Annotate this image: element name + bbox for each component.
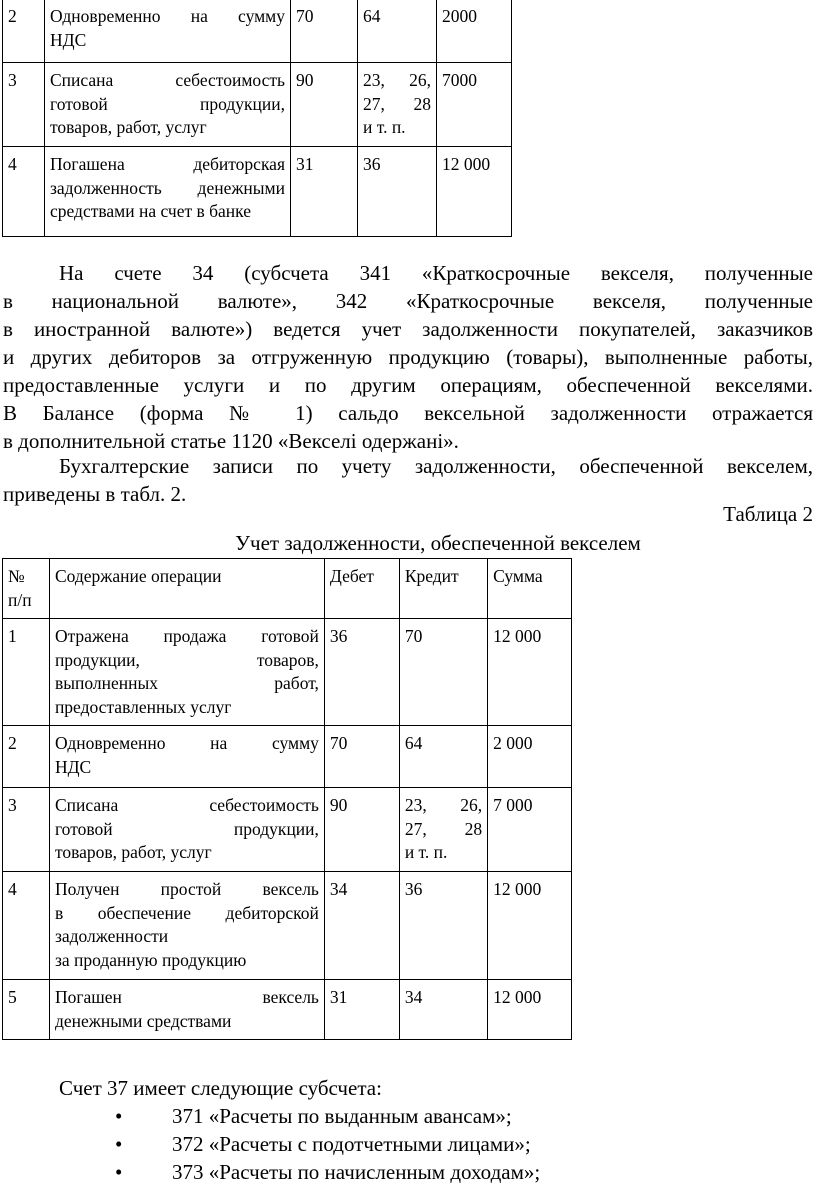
cell-line: 64 (363, 6, 381, 26)
header-sum: Сумма (488, 559, 572, 619)
cell-debit: 70 (291, 0, 358, 63)
text-line: в иностранной валюте») ведется учет задолженности покупателей, заказчиков (3, 317, 813, 341)
cell-line: Погашен вексель (54, 987, 319, 1007)
cell-line: задолженности (54, 926, 169, 946)
cell-line: товаров, работ, услуг (54, 842, 212, 862)
header-debit: Дебет (324, 559, 399, 619)
cell-debit: 31 (291, 147, 358, 237)
cell-credit (358, 147, 437, 237)
cell-line: выполненных работ, (54, 673, 319, 693)
cell-content (49, 788, 324, 872)
cell-line: 64 (404, 733, 423, 753)
header-num: № п/п (3, 559, 50, 619)
cell-sum: 12 000 (488, 980, 572, 1040)
cell-sum: 7000 (437, 63, 512, 147)
bullet-icon: • (115, 1104, 123, 1128)
cell-sum: 7 000 (488, 788, 572, 872)
cell-line: Списана себестоимость (50, 70, 285, 90)
cell-num: 1 (3, 619, 50, 726)
cell-line: 36 (363, 154, 381, 174)
cell-num: 5 (3, 980, 50, 1040)
table-row (3, 726, 572, 788)
cell-line: 70 (404, 626, 423, 646)
cell-sum: 2000 (437, 0, 512, 63)
cell-content (49, 619, 324, 726)
cell-line: Одновременно на сумму (50, 6, 285, 26)
cell-debit: 31 (324, 980, 399, 1040)
cell-credit (399, 872, 487, 980)
text-line: в национальной валюте», 342 «Краткосрочные векселя, полученные (3, 289, 813, 313)
cell-credit (399, 726, 487, 788)
cell-line: предоставленных услуг (54, 696, 232, 717)
cell-debit: 70 (324, 726, 399, 788)
cell-credit (399, 619, 487, 726)
cell-line: 23, 26, (363, 70, 431, 90)
table-row (3, 872, 572, 980)
table-2-label: Таблица 2 (723, 502, 813, 526)
cell-num: 3 (3, 788, 50, 872)
cell-sum: 12 000 (488, 872, 572, 980)
bullet-icon: • (115, 1160, 123, 1184)
list-item-text: 372 «Расчеты с подотчетными лицами»; (172, 1132, 531, 1156)
cell-line: НДС (54, 756, 92, 777)
cell-line: Погашена дебиторская (50, 154, 285, 174)
cell-line: продукции, товаров, (54, 649, 319, 670)
cell-sum: 2 000 (488, 726, 572, 788)
cell-content (49, 980, 324, 1040)
cell-line: и т. п. (404, 842, 448, 862)
text-line: В Балансе (форма № 1) сальдо вексельной задолженности отражается (3, 401, 813, 425)
cell-line: Списана себестоимость (54, 795, 319, 815)
cell-debit: 90 (291, 63, 358, 147)
cell-line: Одновременно на сумму (54, 733, 319, 753)
cell-line: 34 (404, 987, 423, 1007)
text-line: и других дебиторов за отгруженную продукцию (товары), выполненные работы, (3, 345, 813, 369)
header-content: Содержание операции (49, 559, 324, 619)
cell-line: и т. п. (363, 117, 406, 137)
cell-num: 4 (3, 147, 45, 237)
cell-line: задолженность денежными (50, 177, 285, 198)
cell-num: 4 (3, 872, 50, 980)
cell-num: 2 (3, 726, 50, 788)
table-2-title: Учет задолженности, обеспеченной векселем (235, 531, 641, 555)
cell-line: средствами на счет в банке (50, 201, 252, 221)
text-line: На счете 34 (субсчета 341 «Краткосрочные векселя, полученные (59, 261, 813, 285)
cell-line: НДС (50, 29, 87, 50)
cell-credit (399, 980, 487, 1040)
cell-content (45, 0, 291, 63)
table-row (3, 788, 572, 872)
list-item-text: 373 «Расчеты по начисленным доходам»; (172, 1160, 541, 1184)
cell-line: 27, 28 (404, 818, 483, 839)
cell-line: товаров, работ, услуг (50, 117, 207, 137)
header-credit: Кредит (399, 559, 487, 619)
text-line: приведены в табл. 2. (3, 482, 187, 506)
cell-debit: 36 (324, 619, 399, 726)
cell-line: готовой продукции, (54, 818, 319, 839)
cell-line: за проданную продукцию (54, 949, 247, 970)
cell-line: денежными средствами (54, 1010, 232, 1031)
cell-line: в обеспечение дебиторской (54, 902, 319, 923)
cell-content (45, 63, 291, 147)
cell-line: 23, 26, (404, 795, 483, 815)
table-row (3, 0, 764, 63)
text-line: в дополнительной статье 1120 «Векселі одержані». (3, 429, 459, 453)
table-1-continuation (2, 0, 764, 237)
text-line: предоставленные услуги и по другим операциям, обеспеченной векселями. (3, 373, 813, 397)
table-header-row (3, 559, 572, 619)
cell-credit (358, 0, 437, 63)
cell-line: Получен простой вексель (54, 879, 319, 899)
cell-credit (399, 788, 487, 872)
cell-line: готовой продукции, (50, 93, 285, 114)
cell-debit: 90 (324, 788, 399, 872)
cell-sum: 12 000 (488, 619, 572, 726)
cell-credit (358, 63, 437, 147)
cell-line: 27, 28 (363, 93, 431, 114)
cell-content (49, 726, 324, 788)
table-2 (2, 558, 572, 1040)
table-row (3, 63, 764, 147)
table-row (3, 980, 572, 1040)
cell-content (49, 872, 324, 980)
cell-content (45, 147, 291, 237)
paragraph-account-37: Счет 37 имеет следующие субсчета: (59, 1076, 382, 1100)
paragraph-bill-accounts (3, 259, 813, 455)
list-item (115, 1158, 540, 1186)
cell-sum: 12 000 (437, 147, 512, 237)
list-item-text: 371 «Расчеты по выданным авансам»; (172, 1104, 512, 1128)
text-line: Бухгалтерские записи по учету задолженности, обеспеченной векселем, (59, 454, 813, 478)
cell-line: 36 (404, 879, 423, 899)
bullet-icon: • (115, 1132, 123, 1156)
paragraph-bookkeeping-entries (3, 452, 813, 508)
list-item (115, 1130, 540, 1158)
cell-line: Отражена продажа готовой (54, 626, 319, 646)
cell-debit: 34 (324, 872, 399, 980)
cell-num: 3 (3, 63, 45, 147)
table-row (3, 147, 764, 237)
table-row (3, 619, 572, 726)
subaccount-list (115, 1102, 540, 1186)
list-item (115, 1102, 540, 1130)
cell-num: 2 (3, 0, 45, 63)
